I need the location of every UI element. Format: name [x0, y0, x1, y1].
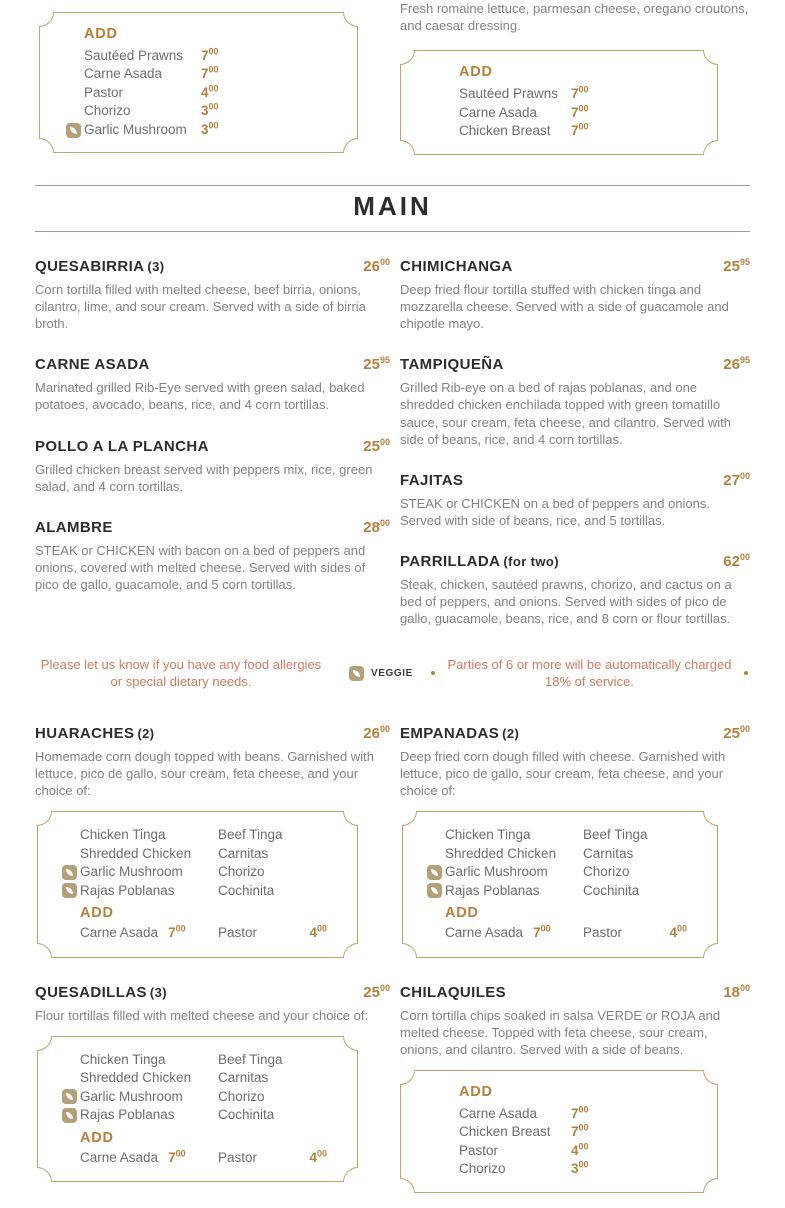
add-item-name: Chicken Breast — [459, 1124, 551, 1140]
add-item-row — [66, 48, 341, 64]
add-item-row — [459, 1161, 701, 1177]
choice-label: Cochinita — [583, 882, 640, 898]
veggie-icon — [62, 865, 77, 880]
menu-item — [35, 258, 390, 332]
menu-item — [400, 984, 750, 1193]
choice-label: Rajas Poblanas — [80, 1107, 175, 1123]
item-header — [35, 258, 390, 275]
veggie-icon-slot — [427, 865, 445, 880]
veggie-icon-slot — [62, 1108, 80, 1123]
add-item-row — [66, 85, 341, 101]
item-header — [35, 984, 390, 1001]
choice-row — [427, 883, 701, 899]
choice-label: Chicken Tinga — [445, 827, 531, 843]
add-item-row — [66, 66, 341, 82]
decorative-dot — [431, 671, 435, 675]
choices-box — [37, 811, 358, 957]
parties-text: Parties of 6 or more will be automatically charged 18% of service. — [447, 656, 732, 690]
item-price: $18^{00}$ — [723, 982, 750, 1001]
add-item — [445, 925, 583, 941]
item-description: Flour tortillas filled with melted cheese and your choice of: — [35, 1007, 369, 1023]
section-header-main — [35, 185, 750, 232]
add-item-price: $7^{00}$ — [571, 1104, 589, 1121]
item-price: $62^{00}$ — [723, 552, 750, 571]
add-item-price: $3^{00}$ — [201, 120, 219, 137]
main-left-column — [35, 258, 390, 652]
top-section — [35, 0, 750, 155]
choice-label: Shredded Chicken — [80, 1070, 192, 1086]
item-price: $26^{00}$ — [363, 723, 390, 742]
add-item-price: $4^{00}$ — [571, 1141, 589, 1158]
add-heading: ADD — [84, 26, 118, 42]
add-item-row — [427, 925, 701, 941]
leaf-glyph — [66, 869, 73, 876]
add-item — [80, 1150, 218, 1166]
choice-row — [62, 864, 341, 880]
item-description: STEAK or CHICKEN with bacon on a bed of peppers and onions, covered with melted cheese. Served with sides of pico de gallo, guacamole, and 5 corn tortillas. — [35, 542, 366, 593]
parties-notice — [429, 656, 750, 691]
choice-label: Chicken Tinga — [80, 1051, 166, 1067]
choice-row — [62, 1089, 341, 1105]
choice-label: Chorizo — [218, 1088, 265, 1104]
choices-content — [38, 812, 357, 956]
item-header — [35, 438, 390, 455]
item-name: EMPANADAS (2) — [400, 724, 520, 742]
top-left-column — [35, 0, 390, 155]
add-item-row — [66, 103, 341, 119]
add-item-name: Carne Asada — [459, 1105, 538, 1121]
item-name: POLLO A LA PLANCHA — [35, 437, 209, 455]
choice-label: Carnitas — [583, 845, 634, 861]
item-name: ALAMBRE — [35, 518, 113, 536]
add-item-row — [459, 86, 701, 102]
add-item — [218, 925, 341, 941]
add-item-name: Pastor — [218, 1149, 258, 1165]
veggie-icon — [62, 1108, 77, 1123]
menu-item — [35, 725, 390, 958]
add-item-name: Chorizo — [459, 1161, 506, 1177]
bottom-section — [35, 725, 750, 1208]
item-price: $25^{00}$ — [363, 982, 390, 1001]
item-price: $28^{00}$ — [363, 517, 390, 536]
add-item-price: $3^{00}$ — [571, 1159, 589, 1177]
choice-label: Rajas Poblanas — [80, 882, 175, 898]
leaf-glyph — [353, 670, 360, 677]
choice-label: Chorizo — [218, 864, 265, 880]
item-header — [400, 984, 750, 1001]
menu-item — [35, 984, 390, 1183]
veggie-icon — [427, 883, 442, 898]
item-description: Corn tortilla filled with melted cheese, beef birria, onions, cilantro, lime, and sour cream. Served with a side of birria broth. — [35, 281, 366, 332]
leaf-glyph — [66, 1093, 73, 1100]
add-options-box — [400, 1070, 718, 1193]
add-item-name: Carne Asada — [80, 1149, 159, 1165]
decorative-dot — [744, 671, 748, 675]
section-title: MAIN — [353, 190, 432, 221]
choice-label: Garlic Mushroom — [445, 864, 548, 880]
item-header — [400, 725, 750, 742]
choices-box — [37, 1036, 358, 1182]
item-header — [400, 553, 750, 570]
add-item-price: $7^{00}$ — [571, 103, 589, 120]
item-header — [400, 258, 750, 275]
choice-row — [62, 1107, 341, 1123]
add-item-name: Pastor — [218, 925, 258, 941]
item-header — [400, 472, 750, 489]
leaf-glyph — [431, 869, 438, 876]
item-header — [400, 356, 750, 373]
item-price: $25^{95}$ — [363, 355, 390, 374]
add-item-price: $7^{00}$ — [571, 84, 589, 102]
item-header — [35, 725, 390, 742]
choices-box — [402, 811, 718, 957]
menu-item — [400, 356, 750, 448]
veggie-icon-slot — [62, 883, 80, 898]
choice-label: Garlic Mushroom — [80, 864, 183, 880]
menu-item — [400, 472, 750, 529]
item-description: Corn tortilla chips soaked in salsa VERDE or ROJA and melted cheese. Topped with feta cheese, sour cream, onions, and cilantro. Served with a side of beans. — [400, 1007, 721, 1057]
item-name: QUESADILLAS (3) — [35, 983, 167, 1001]
item-description: Marinated grilled Rib-Eye served with green salad, baked potatoes, avocado, beans, rice, and 4 corn tortillas. — [35, 380, 365, 413]
add-item-price: $7^{00}$ — [571, 1122, 589, 1140]
choice-label: Shredded Chicken — [80, 845, 192, 861]
add-options-content — [401, 1071, 717, 1192]
add-item-name: Carne Asada — [459, 104, 538, 120]
choice-label: Cochinita — [218, 882, 275, 898]
item-name: FAJITAS — [400, 471, 464, 489]
item-description: Fresh romaine lettuce, parmesan cheese, oregano croutons, and caesar dressing. — [400, 1, 749, 34]
add-item-price: $4^{00}$ — [309, 1148, 327, 1165]
add-item-name: Garlic Mushroom — [84, 121, 187, 137]
add-item-row — [62, 1150, 341, 1166]
veggie-icon — [427, 865, 442, 880]
bottom-right-column — [400, 725, 750, 1208]
item-name: QUESABIRRIA (3) — [35, 257, 165, 275]
item-name: PARRILLADA (for two) — [400, 553, 559, 571]
add-item-row — [459, 1143, 701, 1159]
item-price: $27^{00}$ — [723, 470, 750, 489]
item-price: $26^{95}$ — [723, 355, 750, 374]
leaf-glyph — [70, 127, 77, 134]
veggie-icon-slot — [62, 865, 80, 880]
main-right-column — [400, 258, 750, 652]
item-name: HUARACHES (2) — [35, 724, 155, 742]
add-item-name: Pastor — [459, 1142, 499, 1158]
menu-item — [400, 258, 750, 332]
item-description: Steak, chicken, sautéed prawns, chorizo, and cactus on a bed of peppers, and onions. Served with sides of pico de gallo, guacamole, beans, rice, and 8 corn or flour tortillas. — [400, 577, 732, 627]
add-options-box — [400, 50, 718, 154]
item-price: $26^{00}$ — [363, 256, 390, 275]
add-item — [583, 925, 701, 941]
item-header — [35, 519, 390, 536]
leaf-glyph — [431, 887, 438, 894]
choice-row — [427, 864, 701, 880]
choice-label: Beef Tinga — [583, 827, 648, 843]
choice-label: Carnitas — [218, 845, 269, 861]
choice-label: Cochinita — [218, 1107, 275, 1123]
item-price: $25^{00}$ — [723, 723, 750, 742]
choice-label: Beef Tinga — [218, 827, 283, 843]
menu-item — [400, 725, 750, 958]
choice-row — [62, 1052, 341, 1068]
veggie-icon — [62, 1089, 77, 1104]
item-price: $25^{00}$ — [363, 436, 390, 455]
add-heading: ADD — [459, 1083, 493, 1100]
bottom-left-column — [35, 725, 390, 1208]
veggie-legend — [349, 666, 413, 681]
choice-row — [62, 827, 341, 843]
choice-label: Shredded Chicken — [445, 845, 557, 861]
add-item-price: $4^{00}$ — [309, 923, 327, 941]
add-heading: ADD — [459, 64, 493, 81]
add-options-content — [401, 51, 717, 153]
top-right-column — [400, 0, 750, 155]
add-item-price: $7^{00}$ — [168, 923, 186, 941]
item-description: Deep fried corn dough filled with cheese. Garnished with lettuce, pico de gallo, sour cream, feta cheese, and your choice of: — [400, 748, 726, 798]
choice-row — [427, 827, 701, 843]
add-item-row — [459, 1106, 701, 1122]
leaf-glyph — [66, 887, 73, 894]
main-section — [35, 258, 750, 652]
add-item-price: $7^{00}$ — [168, 1148, 186, 1165]
item-name: CHILAQUILES — [400, 983, 507, 1001]
choice-row — [62, 1070, 341, 1086]
add-item-price: $4^{00}$ — [669, 923, 687, 941]
menu-item — [400, 553, 750, 627]
add-item-row — [459, 123, 701, 139]
choice-row — [62, 846, 341, 862]
item-description: STEAK or CHICKEN on a bed of peppers and onions. Served with side of beans, rice, and 5 tortillas. — [400, 495, 711, 528]
add-item-price: $7^{00}$ — [201, 46, 219, 63]
choice-label: Rajas Poblanas — [445, 882, 540, 898]
add-item-name: Sautéed Prawns — [459, 86, 559, 102]
notice-band — [35, 656, 750, 691]
choice-label: Chorizo — [583, 864, 630, 880]
add-heading: ADD — [80, 1129, 114, 1146]
add-item-row — [459, 105, 701, 121]
item-price: $25^{95}$ — [723, 256, 750, 275]
item-name: TAMPIQUEÑA — [400, 356, 504, 374]
item-header — [35, 356, 390, 373]
add-item-price: $3^{00}$ — [201, 101, 219, 119]
add-item-name: Chicken Breast — [459, 123, 551, 139]
choice-label: Carnitas — [218, 1070, 269, 1086]
add-options-content — [40, 13, 357, 152]
add-item-row — [66, 122, 341, 138]
add-item — [80, 925, 218, 941]
veggie-icon-slot — [62, 1089, 80, 1104]
add-item-row — [459, 1124, 701, 1140]
add-item-row — [62, 925, 341, 941]
menu-item — [35, 519, 390, 593]
choice-label: Chicken Tinga — [80, 827, 166, 843]
add-heading: ADD — [445, 905, 479, 922]
add-item-price: $7^{00}$ — [533, 923, 551, 941]
add-item-name: Pastor — [84, 84, 124, 100]
add-item-name: Sautéed Prawns — [84, 48, 184, 63]
add-item-name: Carne Asada — [80, 925, 159, 941]
item-description: Homemade corn dough topped with beans. Garnished with lettuce, pico de gallo, sour cream, feta cheese, and your choice of: — [35, 748, 374, 798]
add-item-name: Pastor — [583, 925, 623, 941]
add-item-price: $7^{00}$ — [571, 121, 589, 139]
choices-content — [38, 1037, 357, 1181]
add-item-name: Carne Asada — [445, 925, 524, 941]
veggie-icon — [62, 883, 77, 898]
add-item — [218, 1150, 341, 1166]
veggie-icon-slot — [427, 883, 445, 898]
choice-row — [62, 883, 341, 899]
add-item-name: Chorizo — [84, 103, 131, 119]
add-item-price: $7^{00}$ — [201, 64, 219, 82]
add-heading: ADD — [80, 905, 114, 922]
veggie-icon-slot — [66, 123, 84, 138]
item-description: Grilled chicken breast served with peppers mix, rice, green salad, and 4 corn tortillas. — [35, 461, 373, 494]
choice-label: Garlic Mushroom — [80, 1088, 183, 1104]
add-item-price: $4^{00}$ — [201, 83, 219, 100]
choices-content — [403, 812, 717, 956]
add-item-name: Carne Asada — [84, 66, 163, 82]
item-name: CHIMICHANGA — [400, 257, 513, 275]
veggie-icon — [349, 666, 364, 681]
add-options-box — [39, 12, 358, 153]
allergy-notice: Please let us know if you have any food allergies or special dietary needs. — [40, 656, 322, 690]
veggie-icon — [66, 123, 81, 138]
choice-row — [427, 846, 701, 862]
menu-item — [35, 356, 390, 413]
item-description: Deep fried flour tortilla stuffed with chicken tinga and mozzarella cheese. Served with a side of guacamole and chipotle mayo. — [400, 281, 729, 332]
choice-label: Beef Tinga — [218, 1051, 283, 1067]
item-name: CARNE ASADA — [35, 356, 150, 374]
item-description: Grilled Rib-eye on a bed of rajas poblanas, and one shredded chicken enchilada topped with green tomatillo sauce, sour cream, feta cheese, and cilantro. Served with side of beans, rice, and 4 corn tortillas. — [400, 380, 731, 447]
menu-item — [35, 438, 390, 495]
leaf-glyph — [66, 1112, 73, 1119]
veggie-label: VEGGIE — [371, 667, 413, 679]
